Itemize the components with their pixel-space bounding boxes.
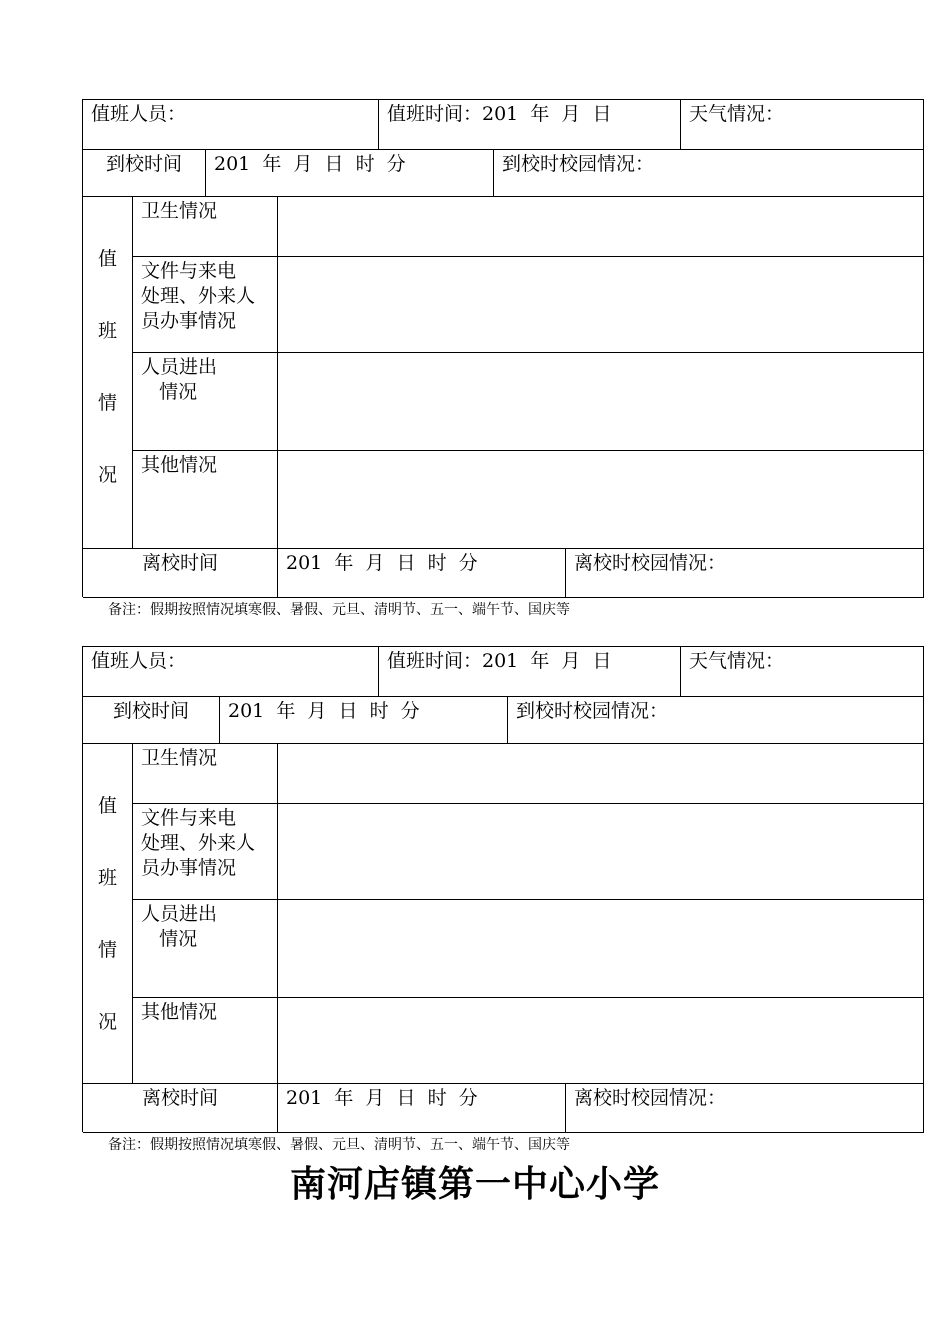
arrive-datetime-cell[interactable] [220,697,508,744]
other-label-cell [133,998,278,1084]
documents-label-cell [133,804,278,900]
duty-section-char: 况 [97,1011,117,1033]
personnel-label-cell [133,353,278,451]
leave-campus-label: 离校时校园情况： [574,1087,727,1109]
duty-section-char: 值 [97,795,117,817]
form-note: 备注：假期按照情况填寒假、暑假、元旦、清明节、五一、端午节、国庆等 [108,1137,570,1153]
leave-time-label-cell [83,1084,278,1133]
duty-section-label [83,197,133,549]
documents-entry[interactable] [278,257,924,353]
documents-label: 文件与来电 处理、外来人 员办事情况 [141,807,256,879]
documents-entry[interactable] [278,804,924,900]
other-label-cell [133,451,278,549]
duty-section-char: 况 [97,464,117,486]
hygiene-label-cell [133,744,278,804]
duty-time-cell[interactable] [379,647,681,697]
other-entry[interactable] [278,998,924,1084]
arrive-datetime-label: 201 年 月 日 时 分 [214,153,406,175]
other-label: 其他情况 [141,1001,218,1023]
leave-time-label: 离校时间 [141,1087,218,1109]
duty-person-cell[interactable] [83,100,379,150]
documents-label-cell [133,257,278,353]
duty-section-char: 班 [97,867,117,889]
personnel-entry[interactable] [278,353,924,451]
hygiene-label: 卫生情况 [141,747,218,769]
duty-section-char: 情 [97,939,117,961]
arrive-datetime-cell[interactable] [206,150,494,197]
duty-form-2 [82,646,924,1132]
arrive-campus-label: 到校时校园情况： [516,700,669,722]
school-name: 南河店镇第一中心小学 [289,1163,660,1205]
duty-person-label: 值班人员： [91,103,187,125]
hygiene-entry[interactable] [278,744,924,804]
duty-form-1 [82,99,924,597]
duty-section-label [83,744,133,1084]
arrive-campus-cell[interactable] [508,697,924,744]
duty-section-char: 情 [97,392,117,414]
personnel-label: 人员进出 情况 [141,356,218,403]
leave-datetime-cell[interactable] [278,549,566,598]
duty-person-label: 值班人员： [91,650,187,672]
leave-campus-cell[interactable] [566,1084,924,1133]
personnel-label-cell [133,900,278,998]
arrive-campus-cell[interactable] [494,150,924,197]
duty-section-char: 值 [97,248,117,270]
hygiene-entry[interactable] [278,197,924,257]
arrive-time-label: 到校时间 [112,700,189,722]
leave-time-label-cell [83,549,278,598]
weather-label: 天气情况： [689,103,785,125]
hygiene-label-cell [133,197,278,257]
duty-section-char: 班 [97,320,117,342]
arrive-time-label-cell [83,697,220,744]
arrive-campus-label: 到校时校园情况： [502,153,655,175]
documents-label: 文件与来电 处理、外来人 员办事情况 [141,260,256,332]
arrive-time-label: 到校时间 [105,153,182,175]
other-entry[interactable] [278,451,924,549]
personnel-entry[interactable] [278,900,924,998]
leave-campus-cell[interactable] [566,549,924,598]
leave-datetime-cell[interactable] [278,1084,566,1133]
personnel-label: 人员进出 情况 [141,903,218,950]
duty-time-label: 值班时间：201 年 月 日 [387,103,612,125]
arrive-time-label-cell [83,150,206,197]
duty-time-label: 值班时间：201 年 月 日 [387,650,612,672]
duty-person-cell[interactable] [83,647,379,697]
leave-datetime-label: 201 年 月 日 时 分 [286,1087,478,1109]
form-note: 备注：假期按照情况填寒假、暑假、元旦、清明节、五一、端午节、国庆等 [108,602,570,618]
other-label: 其他情况 [141,454,218,476]
weather-cell[interactable] [681,647,924,697]
arrive-datetime-label: 201 年 月 日 时 分 [228,700,420,722]
leave-time-label: 离校时间 [141,552,218,574]
leave-datetime-label: 201 年 月 日 时 分 [286,552,478,574]
duty-time-cell[interactable] [379,100,681,150]
hygiene-label: 卫生情况 [141,200,218,222]
weather-label: 天气情况： [689,650,785,672]
weather-cell[interactable] [681,100,924,150]
leave-campus-label: 离校时校园情况： [574,552,727,574]
